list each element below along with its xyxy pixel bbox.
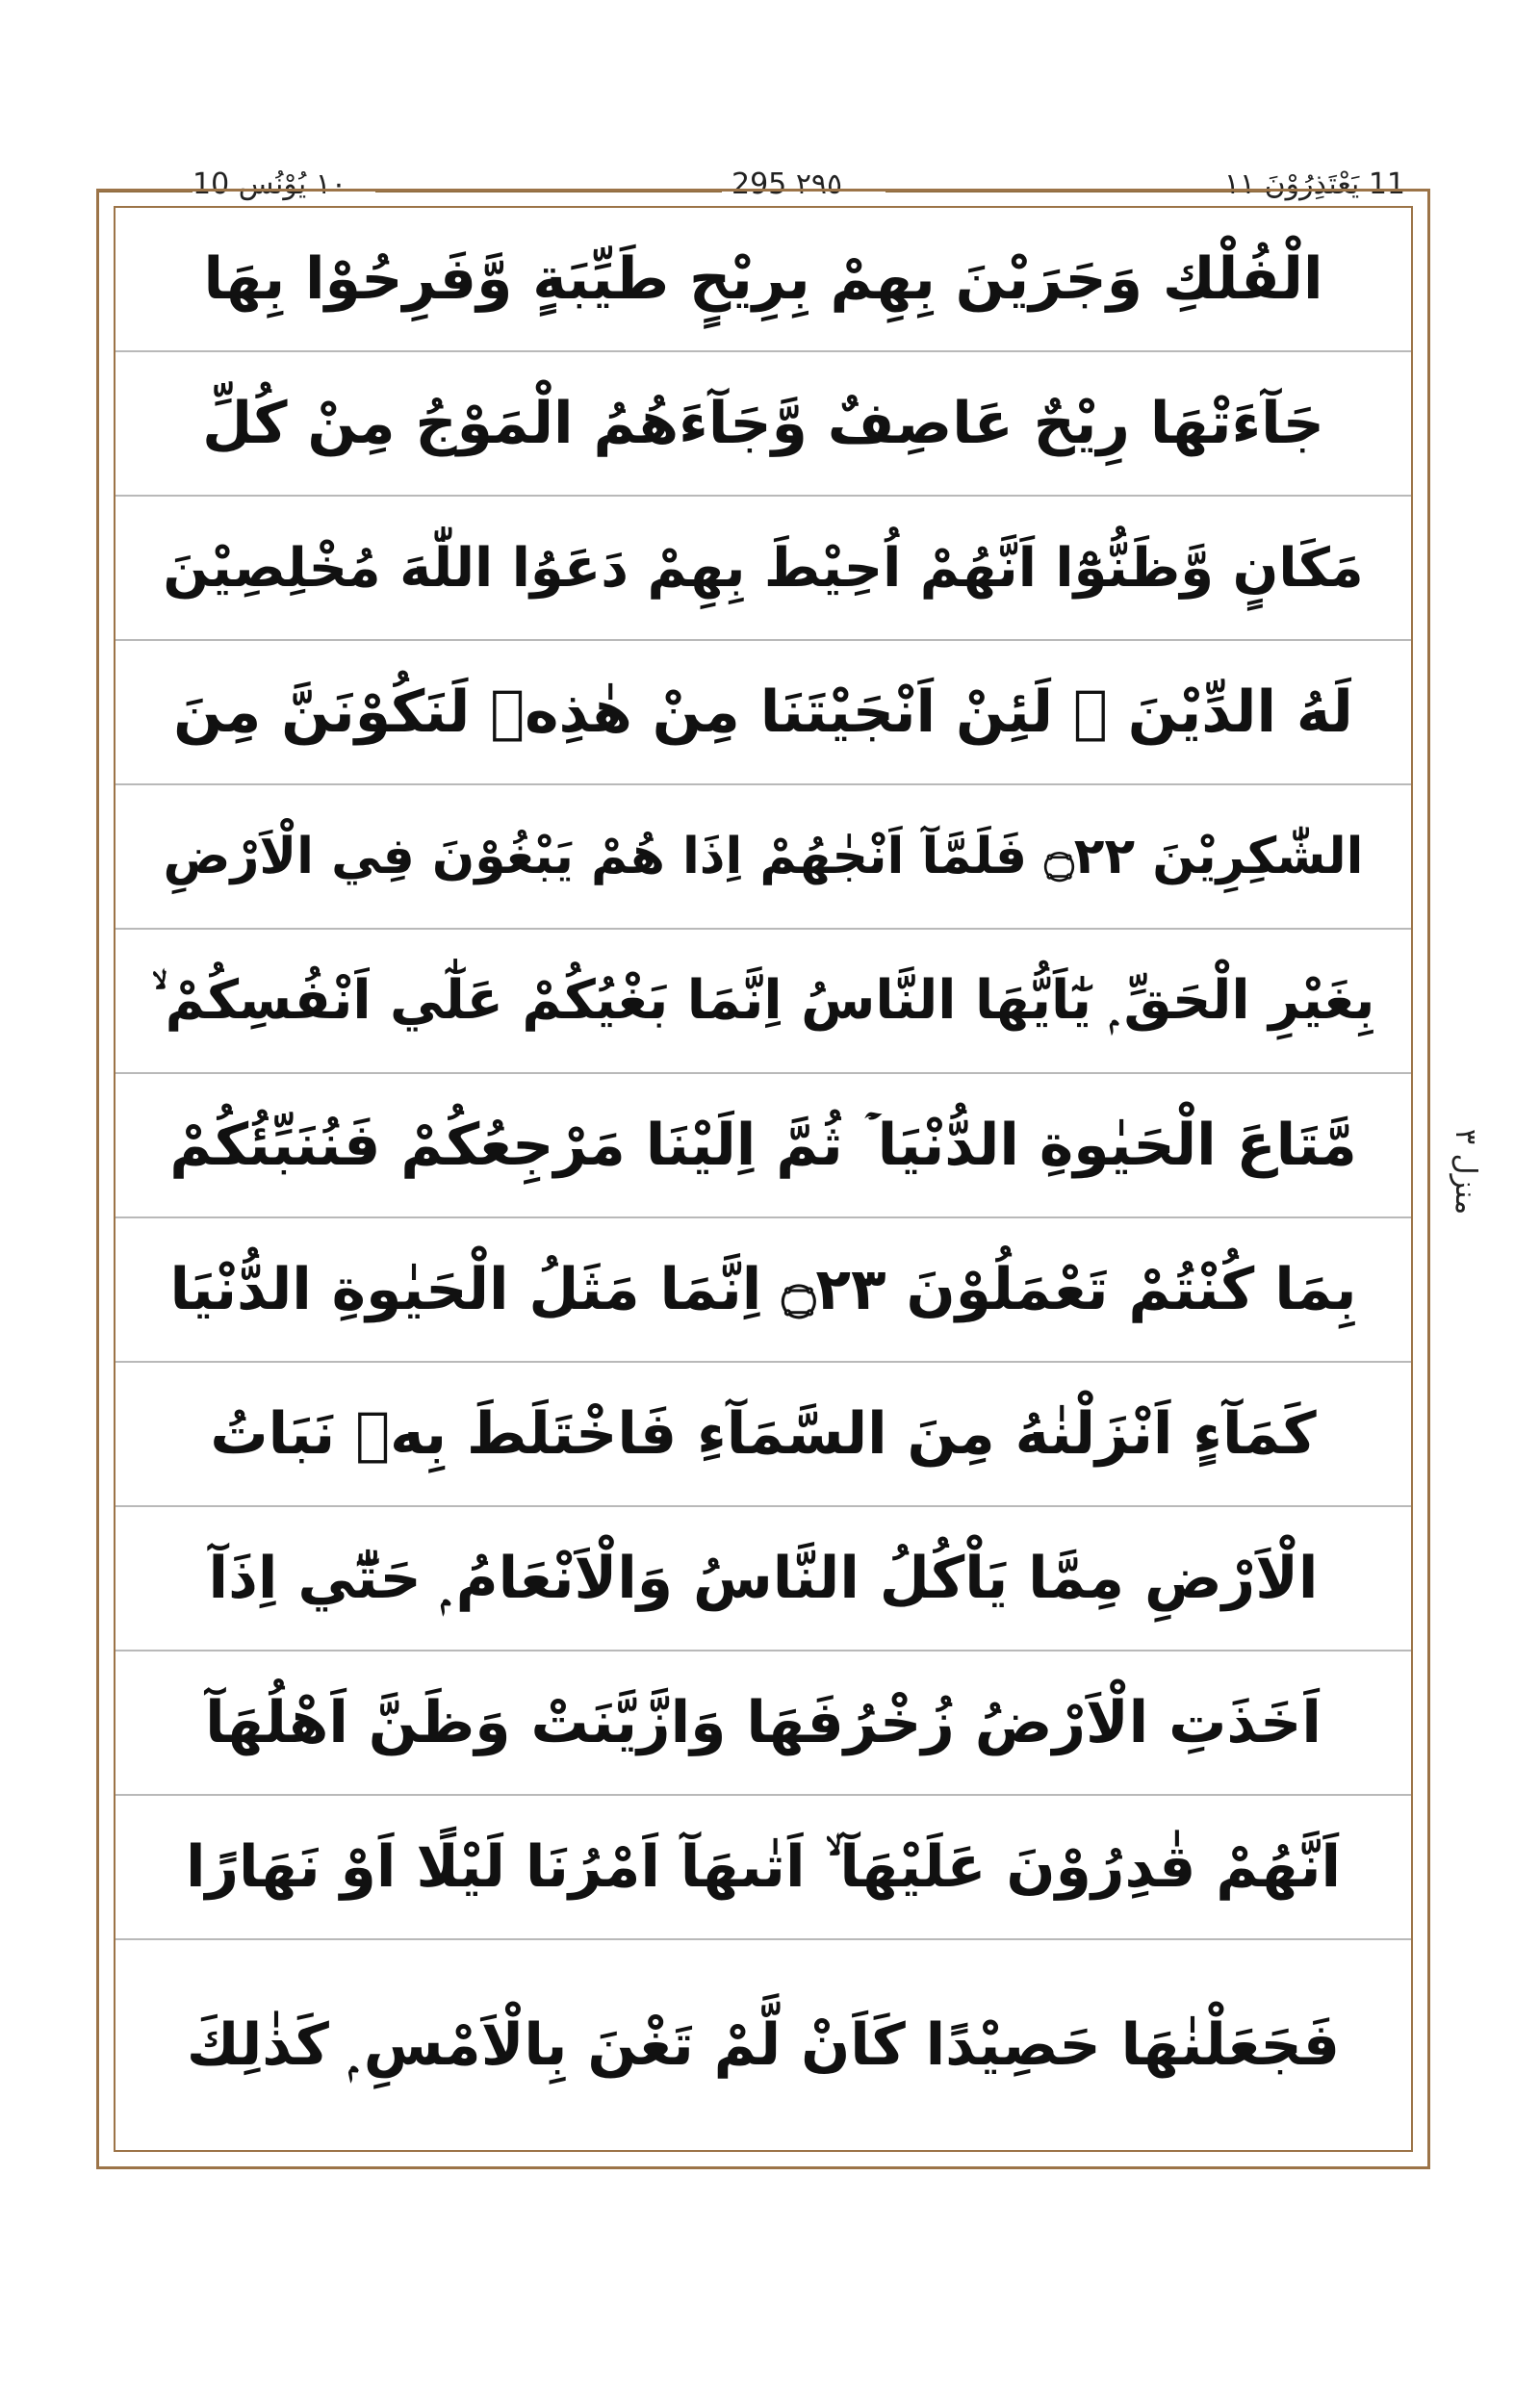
- text-line-12: [116, 1796, 1411, 1940]
- text-line-1: [116, 208, 1411, 352]
- text-line-8: [116, 1218, 1411, 1363]
- text-line-5: [116, 785, 1411, 930]
- ayah-text: جَآءَتْهَا رِيْحٌ عَاصِفٌ وَّجَآءَهُمُ الْمَوْجُ مِنْ كُلِّ: [202, 390, 1324, 457]
- juz-name: 11 یَعْتَذِرُوْنَ ١١: [1223, 167, 1405, 201]
- ayah-text: بِغَيْرِ الْحَقِّ ۭ يٰٓاَيُّهَا النَّاسُ اِنَّمَا بَغْيُكُمْ عَلٰٓي اَنْفُسِكُمْ ۙ: [151, 969, 1375, 1032]
- ayah-text: مَكَانٍ وَّظَنُّوْٓا اَنَّهُمْ اُحِيْطَ بِهِمْ دَعَوُا اللّٰهَ مُخْلِصِيْنَ: [163, 536, 1364, 600]
- ayah-text: كَمَآءٍ اَنْزَلْنٰهُ مِنَ السَّمَآءِ فَاخْتَلَطَ بِهٖ نَبَاتُ: [210, 1400, 1317, 1468]
- ayah-text: الْفُلْكِ وَجَرَيْنَ بِهِمْ بِرِيْحٍ طَيِّبَةٍ وَّفَرِحُوْا بِهَا: [203, 245, 1323, 313]
- text-line-9: [116, 1363, 1411, 1507]
- text-line-7: [116, 1074, 1411, 1218]
- ayah-text: اَنَّهُمْ قٰدِرُوْنَ عَلَيْهَآ ۙ اَتٰىهَآ اَمْرُنَا لَيْلًا اَوْ نَهَارًا: [185, 1833, 1342, 1901]
- ayah-text: الْاَرْضِ مِمَّا يَاْكُلُ النَّاسُ وَالْاَنْعَامُ ۭ حَتّٰٓي اِذَآ: [208, 1545, 1319, 1612]
- ayah-text: فَجَعَلْنٰهَا حَصِيْدًا كَاَنْ لَّمْ تَغْنَ بِالْاَمْسِ ۭ كَذٰلِكَ: [186, 2011, 1341, 2079]
- text-line-2: [116, 352, 1411, 497]
- ayah-text: لَهُ الدِّيْنَ ۚ لَئِنْ اَنْجَيْتَنَا مِنْ هٰذِهٖ لَنَكُوْنَنَّ مِنَ: [173, 678, 1353, 746]
- text-line-11: [116, 1651, 1411, 1796]
- text-line-13: [116, 1940, 1411, 2150]
- text-line-3: [116, 497, 1411, 641]
- text-line-4: [116, 641, 1411, 785]
- surah-name: ١٠ یُوْنُس 10: [192, 167, 346, 201]
- ayah-text: الشّٰكِرِيْنَ ۝٢٢ فَلَمَّآ اَنْجٰهُمْ اِذَا هُمْ يَبْغُوْنَ فِي الْاَرْضِ: [163, 828, 1364, 885]
- ayah-text: بِمَا كُنْتُمْ تَعْمَلُوْنَ ۝٢٣ اِنَّمَا مَثَلُ الْحَيٰوةِ الدُّنْيَا: [169, 1256, 1357, 1323]
- text-line-6: [116, 930, 1411, 1074]
- ayah-text: اَخَذَتِ الْاَرْضُ زُخْرُفَهَا وَازَّيَّنَتْ وَظَنَّ اَهْلُهَآ: [205, 1689, 1322, 1756]
- page-number: ٢٩٥ 295: [732, 167, 843, 201]
- text-line-10: [116, 1507, 1411, 1651]
- manzil-marker: منزل ٣: [1449, 1129, 1482, 1216]
- ayah-text: مَّتَاعَ الْحَيٰوةِ الدُّنْيَا ۡ ثُمَّ اِلَيْنَا مَرْجِعُكُمْ فَنُنَبِّئُكُمْ: [169, 1112, 1357, 1179]
